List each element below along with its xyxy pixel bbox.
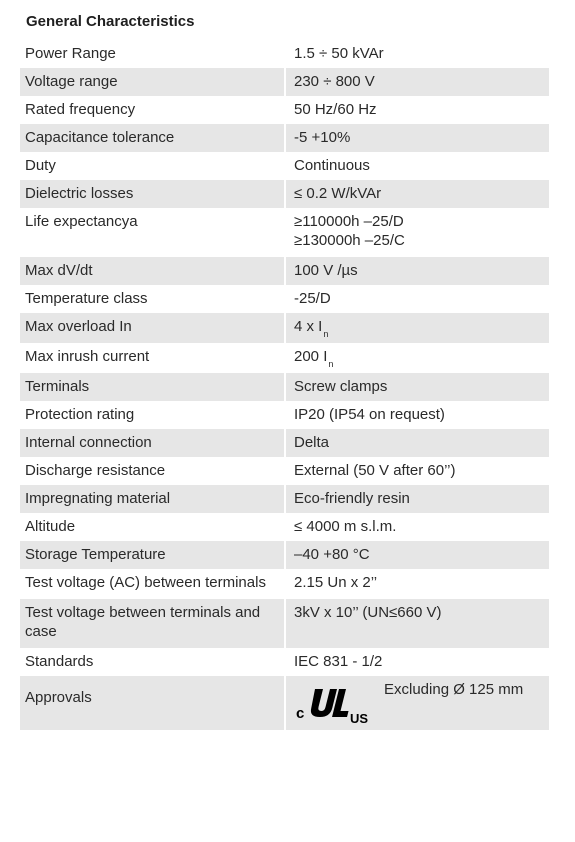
row-value-max-overload [285,313,549,343]
row-value-approvals [285,676,549,730]
table-row [20,208,549,257]
row-value-altitude: ≤ 4000 m s.l.m. [294,518,397,535]
table-row [20,676,549,730]
inrush-main: 200 I [294,348,328,365]
table-row [20,40,549,68]
overload-subscript: n [323,329,329,339]
table-row [20,96,549,124]
row-label-altitude: Altitude [20,513,285,541]
table-row [20,513,549,541]
row-label-test-voltage-case: Test voltage between terminals and case [20,599,285,648]
row-label-storage-temperature: Storage Temperature [20,541,285,569]
row-label-test-voltage-terminals: Test voltage (AC) between terminals [20,569,285,599]
table-row [20,429,549,457]
row-label-dielectric-losses: Dielectric losses [20,180,285,208]
life-expectancy-line-2: ≥130000h –25/C [294,232,405,249]
row-label-voltage-range: Voltage range [20,68,285,96]
overload-main: 4 x I [294,318,323,335]
table-row [20,485,549,513]
row-value-max-dv-dt: 100 V /µs [285,257,549,285]
row-label-max-overload: Max overload In [20,313,285,343]
row-value-life-expectancy [285,208,549,257]
row-label-protection-rating: Protection rating [20,401,285,429]
row-value-duty: Continuous [294,157,370,174]
row-label-rated-frequency: Rated frequency [20,96,285,124]
section-heading: General Characteristics [26,13,195,30]
row-value-test-voltage-terminals: 2.15 Un x 2’’ [294,574,378,591]
table-row [20,343,549,373]
row-label-max-inrush-current: Max inrush current [20,343,285,373]
table-row [20,599,549,648]
row-label-duty: Duty [20,152,285,180]
row-label-approvals: Approvals [20,676,285,730]
row-value-test-voltage-case: 3kV x 10’’ (UN≤660 V) [285,599,549,648]
approval-note: Excluding Ø 125 mm [384,681,524,698]
row-label-discharge-resistance: Discharge resistance [20,457,285,485]
row-label-internal-connection: Internal connection [20,429,285,457]
table-row [20,180,549,208]
row-value-temperature-class: -25/D [294,290,331,307]
logo-us-letters: US [350,711,369,725]
table-row [20,541,549,569]
row-value-max-inrush-current [285,343,549,373]
row-value-voltage-range: 230 ÷ 800 V [285,68,549,96]
row-label-standards: Standards [20,648,285,676]
row-value-internal-connection: Delta [285,429,549,457]
row-value-terminals: Screw clamps [285,373,549,401]
ul-letters-icon [308,689,354,717]
table-row [20,569,549,599]
table-row [20,313,549,343]
row-label-temperature-class: Temperature class [20,285,285,313]
life-expectancy-line-1: ≥110000h –25/D [294,213,404,230]
row-value-standards: IEC 831 - 1/2 [294,653,383,670]
logo-c-letter: c [296,705,305,722]
row-value-rated-frequency: 50 Hz/60 Hz [294,101,377,118]
row-label-terminals: Terminals [20,373,285,401]
row-label-max-dv-dt: Max dV/dt [20,257,285,285]
table-row [20,257,549,285]
table-row [20,457,549,485]
row-value-power-range: 1.5 ÷ 50 kVAr [294,45,384,62]
table-row [20,124,549,152]
row-label-life-expectancy: Life expectancya [20,208,285,257]
row-value-storage-temperature: –40 +80 °C [285,541,549,569]
row-value-discharge-resistance: External (50 V after 60’’) [294,462,456,479]
table-row [20,152,549,180]
table-row [20,68,549,96]
row-value-impregnating-material: Eco-friendly resin [285,485,549,513]
table-row [20,401,549,429]
table-row [20,648,549,676]
row-label-capacitance-tolerance: Capacitance tolerance [20,124,285,152]
table-row [20,285,549,313]
characteristics-table [20,40,549,730]
row-value-protection-rating: IP20 (IP54 on request) [294,406,445,423]
cul-us-logo-icon [294,685,374,725]
table-row [20,373,549,401]
inrush-subscript: n [328,359,334,369]
approval-content [294,680,544,725]
row-label-power-range: Power Range [20,40,285,68]
row-label-impregnating-material: Impregnating material [20,485,285,513]
row-value-capacitance-tolerance: -5 +10% [285,124,549,152]
row-value-dielectric-losses: ≤ 0.2 W/kVAr [285,180,549,208]
